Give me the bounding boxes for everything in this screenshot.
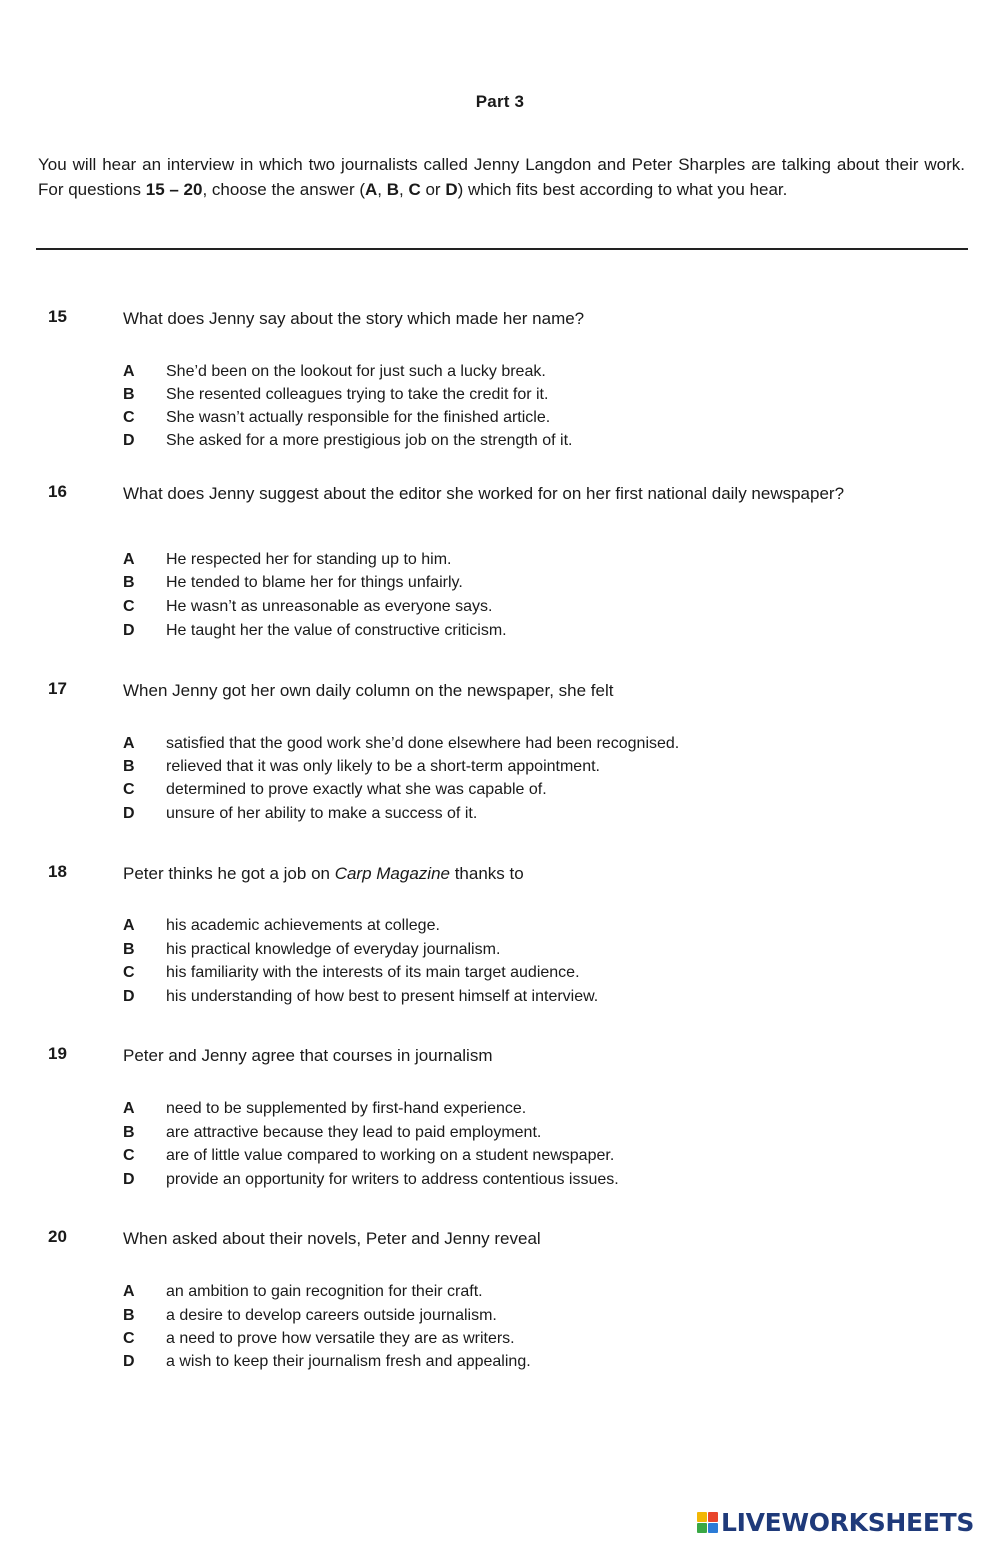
option-letter: D	[123, 622, 135, 639]
option-18-d[interactable]	[0, 988, 1000, 1012]
option-text: He respected her for standing up to him.	[166, 551, 452, 568]
option-letter: C	[123, 598, 135, 615]
option-15-c[interactable]	[0, 409, 1000, 433]
option-letter: C	[123, 1147, 135, 1164]
option-16-a[interactable]	[0, 551, 1000, 575]
option-letter: B	[123, 941, 135, 958]
question-stem: What does Jenny say about the story which made her name?	[123, 309, 585, 328]
option-19-c[interactable]	[0, 1147, 1000, 1171]
option-20-a[interactable]	[0, 1283, 1000, 1307]
option-16-d[interactable]	[0, 622, 1000, 646]
option-letter: A	[123, 1100, 135, 1117]
question-number: 19	[48, 1044, 67, 1063]
option-text: need to be supplemented by first-hand experience.	[166, 1100, 527, 1117]
liveworksheets-wordmark: LIVEWORKSHEETS	[721, 1507, 975, 1537]
option-letter: A	[123, 917, 135, 934]
option-letter: C	[123, 1330, 135, 1347]
option-letter: D	[123, 1171, 135, 1188]
option-19-a[interactable]	[0, 1100, 1000, 1124]
option-16-b[interactable]	[0, 574, 1000, 598]
option-letter: B	[123, 1307, 135, 1324]
magazine-title: Carp Magazine	[334, 864, 450, 883]
option-text: a need to prove how versatile they are as writers.	[166, 1330, 515, 1347]
option-17-a[interactable]	[0, 735, 1000, 759]
option-15-b[interactable]	[0, 386, 1000, 410]
question-stem: What does Jenny suggest about the editor she worked for on her first national daily newspaper?	[123, 484, 845, 503]
option-18-a[interactable]	[0, 917, 1000, 941]
option-letter: D	[123, 805, 135, 822]
question-number: 15	[48, 307, 67, 326]
option-letter: D	[123, 988, 135, 1005]
option-text: provide an opportunity for writers to address contentious issues.	[166, 1171, 619, 1188]
option-17-d[interactable]	[0, 805, 1000, 829]
question-number: 17	[48, 679, 67, 698]
option-text: his familiarity with the interests of its main target audience.	[166, 964, 580, 981]
question-stem: Peter and Jenny agree that courses in journalism	[123, 1046, 493, 1065]
option-text: his understanding of how best to present himself at interview.	[166, 988, 599, 1005]
question-stem: When asked about their novels, Peter and Jenny reveal	[123, 1229, 541, 1248]
option-text: a desire to develop careers outside journalism.	[166, 1307, 497, 1324]
option-17-c[interactable]	[0, 781, 1000, 805]
page-title: Part 3	[475, 92, 525, 111]
option-text: He tended to blame her for things unfairly.	[166, 574, 463, 591]
option-letter: B	[123, 1124, 135, 1141]
option-letter: C	[123, 964, 135, 981]
question-stem: When Jenny got her own daily column on the newspaper, she felt	[123, 681, 614, 700]
option-letter: C	[123, 409, 135, 426]
option-20-c[interactable]	[0, 1330, 1000, 1354]
option-text: She’d been on the lookout for just such a lucky break.	[166, 363, 546, 380]
option-letter: B	[123, 386, 135, 403]
option-15-d[interactable]	[0, 432, 1000, 456]
option-text: are attractive because they lead to paid employment.	[166, 1124, 542, 1141]
option-18-b[interactable]	[0, 941, 1000, 965]
option-text: She resented colleagues trying to take the credit for it.	[166, 386, 549, 403]
option-text: his practical knowledge of everyday journalism.	[166, 941, 501, 958]
instructions: You will hear an interview in which two journalists called Jenny Langdon and Peter Sharples are talking about their work. For questions 15 – 20, choose the answer (A, B, C or D) which fits best according to what you hear.	[38, 155, 965, 199]
question-number: 20	[48, 1227, 67, 1246]
divider	[36, 248, 968, 250]
option-17-b[interactable]	[0, 758, 1000, 782]
question-stem: Peter thinks he got a job on Carp Magazine thanks to	[123, 864, 524, 883]
option-15-a[interactable]	[0, 363, 1000, 387]
option-letter: A	[123, 1283, 135, 1300]
option-16-c[interactable]	[0, 598, 1000, 622]
option-letter: A	[123, 363, 135, 380]
option-19-b[interactable]	[0, 1124, 1000, 1148]
option-letter: A	[123, 735, 135, 752]
option-text: a wish to keep their journalism fresh and appealing.	[166, 1353, 531, 1370]
option-18-c[interactable]	[0, 964, 1000, 988]
option-text: She wasn’t actually responsible for the finished article.	[166, 409, 551, 426]
option-text: He taught her the value of constructive criticism.	[166, 622, 507, 639]
question-number: 18	[48, 862, 67, 881]
option-letter: A	[123, 551, 135, 568]
option-text: an ambition to gain recognition for their craft.	[166, 1283, 483, 1300]
option-20-b[interactable]	[0, 1307, 1000, 1331]
option-text: She asked for a more prestigious job on the strength of it.	[166, 432, 573, 449]
option-letter: C	[123, 781, 135, 798]
liveworksheets-mark-icon	[697, 1512, 718, 1533]
option-text: He wasn’t as unreasonable as everyone says.	[166, 598, 493, 615]
option-letter: D	[123, 432, 135, 449]
option-text: his academic achievements at college.	[166, 917, 440, 934]
option-text: satisfied that the good work she’d done elsewhere had been recognised.	[166, 735, 680, 752]
option-letter: D	[123, 1353, 135, 1370]
option-text: determined to prove exactly what she was capable of.	[166, 781, 547, 798]
option-letter: B	[123, 758, 135, 775]
option-text: relieved that it was only likely to be a short-term appointment.	[166, 758, 600, 775]
option-text: are of little value compared to working on a student newspaper.	[166, 1147, 615, 1164]
liveworksheets-logo[interactable]	[697, 1507, 974, 1537]
option-letter: B	[123, 574, 135, 591]
option-20-d[interactable]	[0, 1353, 1000, 1377]
option-text: unsure of her ability to make a success of it.	[166, 805, 478, 822]
option-19-d[interactable]	[0, 1171, 1000, 1195]
question-number: 16	[48, 482, 67, 501]
